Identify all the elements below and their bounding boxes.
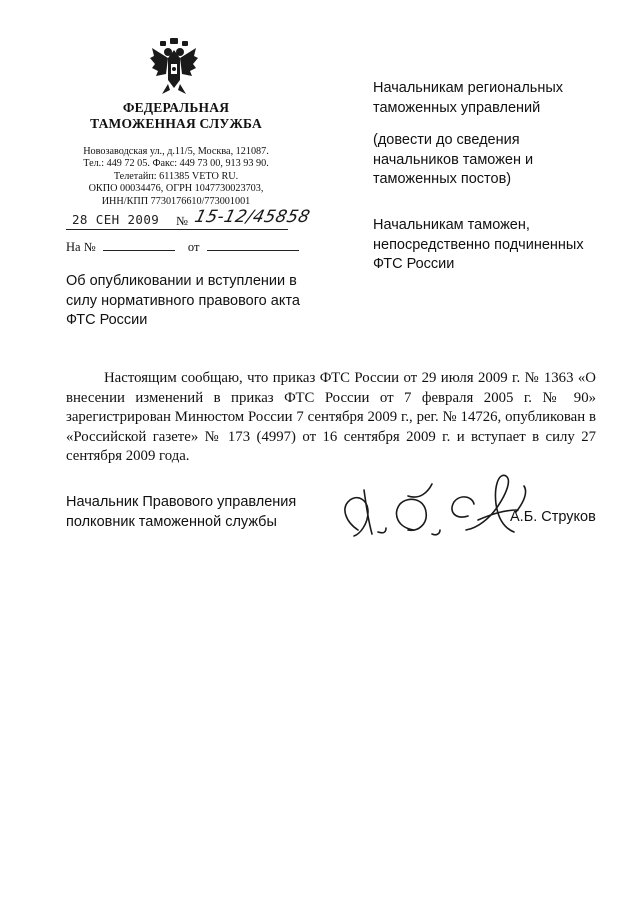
subject-line: Об опубликовании и вступлении в bbox=[66, 273, 297, 289]
subject-line: ФТС России bbox=[66, 312, 148, 328]
addressee-line: (довести до сведения bbox=[373, 132, 520, 148]
organization-name bbox=[66, 100, 286, 132]
number-label: № bbox=[176, 214, 188, 228]
addressee-block-note bbox=[373, 131, 603, 190]
letter-subject bbox=[66, 272, 316, 331]
addressee-line: непосредственно подчиненных bbox=[373, 236, 584, 253]
document-date-stamp: 28 СЕН 2009 bbox=[72, 212, 160, 227]
signatory-name: А.Б. Струков bbox=[510, 509, 596, 525]
organization-requisites bbox=[66, 146, 286, 208]
signatory-position bbox=[66, 493, 296, 532]
letter-body bbox=[66, 369, 596, 467]
org-line-1: ФЕДЕРАЛЬНАЯ bbox=[122, 100, 230, 115]
addressee-block-regional bbox=[373, 79, 603, 118]
org-line-2: ТАМОЖЕННАЯ СЛУЖБА bbox=[90, 116, 262, 131]
addressee-line: ФТС России bbox=[373, 256, 455, 272]
requisite-line: Новозаводская ул., д.11/5, Москва, 121087. bbox=[83, 146, 269, 157]
addressee-line: таможенных постов) bbox=[373, 171, 512, 187]
coat-of-arms-emblem bbox=[150, 38, 198, 96]
position-line: Начальник Правового управления bbox=[66, 494, 297, 510]
document-number-handwritten: 15-12/45858 bbox=[192, 207, 313, 227]
ref-from-label: от bbox=[187, 240, 200, 254]
body-paragraph: Настоящим сообщаю, что приказ ФТС России от 29 июля 2009 г. № 1363 «О внесении изменений в приказ ФТС России от 7 февраля 2005 г. № 90» зарегистрирован Минюстом России 7 сентября 2009 г., рег. № 14726, опубликован в «Российской газете» № 173 (4997) от 16 сентября 2009 г. и вступает в силу 27 сентября 2009 года. bbox=[66, 370, 596, 465]
ref-number-blank bbox=[103, 238, 175, 251]
registration-underline bbox=[66, 229, 288, 230]
addressee-line: начальников таможен и bbox=[373, 151, 534, 168]
addressee-block-customs bbox=[373, 216, 603, 275]
requisite-line: Телетайп: 611385 VETO RU. bbox=[113, 170, 239, 182]
reference-row bbox=[66, 238, 299, 255]
requisite-line: ИНН/КПП 7730176610/773001001 bbox=[101, 195, 251, 207]
requisite-line: Тел.: 449 72 05. Факс: 449 73 00, 913 93 90. bbox=[83, 158, 269, 170]
addressee-line: таможенных управлений bbox=[373, 99, 541, 116]
addressee-line: Начальникам региональных bbox=[373, 80, 564, 96]
ref-date-blank bbox=[207, 238, 299, 251]
subject-line: силу нормативного правового акта bbox=[66, 292, 300, 309]
ref-number-label: На № bbox=[66, 240, 96, 254]
position-line: полковник таможенной службы bbox=[66, 513, 277, 530]
addressee-line: Начальникам таможен, bbox=[373, 217, 530, 233]
requisite-line: ОКПО 00034476, ОГРН 1047730023703, bbox=[88, 183, 264, 195]
